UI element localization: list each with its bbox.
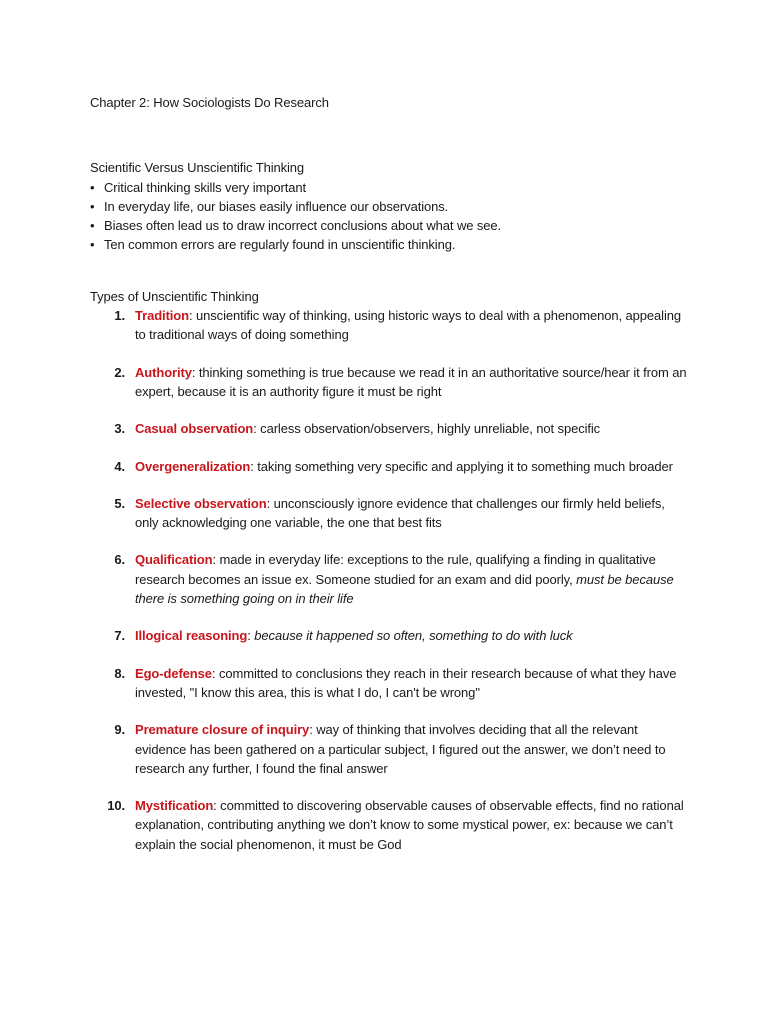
item-italic-text: must be because there is something going on in their life (135, 571, 674, 607)
list-item (90, 306, 690, 345)
item-description: carless observation/observers, highly unreliable, not specific (256, 421, 601, 437)
item-number: 10. (107, 798, 125, 814)
section-heading-unscientific-types: Types of Unscientific Thinking (90, 288, 259, 304)
bullet-text: Biases often lead us to draw incorrect conclusions about what we see. (104, 218, 502, 234)
item-number: 3. (114, 421, 125, 437)
item-colon: : (211, 665, 216, 681)
bullet-text: Critical thinking skills very important (104, 179, 306, 195)
item-number: 6. (114, 552, 125, 568)
item-number: 2. (114, 364, 125, 380)
list-item (90, 550, 690, 608)
item-description: unconsciously ignore evidence that challenges our firmly held beliefs, only acknowledging one variable, the one that best fits (135, 495, 665, 531)
bullet-item (90, 235, 690, 254)
list-item (90, 494, 690, 533)
item-colon: : (191, 364, 196, 380)
bullet-icon: • (90, 198, 95, 214)
item-term: Premature closure of inquiry (135, 722, 310, 738)
list-item (90, 626, 690, 645)
bullet-icon: • (90, 237, 95, 253)
item-term: Authority (135, 364, 192, 380)
item-number: 7. (114, 628, 125, 644)
bullet-icon: • (90, 218, 95, 234)
list-item (90, 419, 690, 438)
item-colon: : (212, 552, 216, 568)
list-item (90, 363, 690, 402)
list-item (90, 664, 690, 703)
list-item (90, 796, 690, 854)
list-item (90, 457, 690, 476)
item-colon: : (250, 458, 254, 474)
item-colon: : (213, 798, 217, 814)
document-page (90, 93, 690, 854)
item-term: Qualification (135, 552, 213, 568)
numbered-list (90, 306, 690, 854)
list-item (90, 720, 690, 778)
item-italic-text: because it happened so often, something to do with luck (254, 628, 573, 644)
bullet-text: In everyday life, our biases easily influence our observations. (104, 198, 449, 214)
bullet-item (90, 216, 690, 235)
item-term: Illogical reasoning (135, 628, 248, 644)
item-number: 8. (114, 665, 125, 681)
bullet-item (90, 178, 690, 197)
item-description: thinking something is true because we read it in an authoritative source/hear it from an expert, because it is an authority figure it must be right (135, 364, 687, 399)
item-number: 5. (114, 495, 125, 511)
bullet-list (90, 178, 690, 255)
item-description: committed to conclusions they reach in their research because of what they have invested, "I know this area, this is what I do, I can't be wrong" (135, 665, 677, 700)
chapter-title: Chapter 2: How Sociologists Do Research (90, 95, 329, 110)
item-term: Selective observation (135, 495, 267, 511)
item-colon: : (253, 421, 257, 437)
item-number: 4. (114, 458, 125, 474)
item-colon: : (309, 722, 313, 738)
item-term: Casual observation (135, 421, 254, 437)
item-colon: : (266, 495, 271, 511)
item-term: Tradition (135, 308, 189, 324)
item-description: unscientific way of thinking, using historic ways to deal with a phenomenon, appealing to traditional ways of doing something (135, 308, 681, 343)
item-description: way of thinking that involves deciding that all the relevant evidence has been gathered on a particular subject, I figured out the answer, we don’t need to research any further, I found the final answer (135, 722, 666, 776)
bullet-icon: • (90, 179, 95, 195)
item-term: Overgeneralization (135, 458, 251, 474)
bullet-text: Ten common errors are regularly found in unscientific thinking. (104, 237, 456, 253)
item-description: made in everyday life: exceptions to the rule, qualifying a finding in qualitative research becomes an issue ex. Someone studied for an exam and did poorly, (135, 552, 656, 587)
item-term: Ego-defense (135, 665, 212, 681)
item-description: committed to discovering observable causes of observable effects, find no rational explanation, contributing anything we don’t know to some mystical power, ex: because we can’t explain the social phenomenon, it must be God (135, 798, 684, 852)
item-term: Mystification (135, 798, 214, 814)
item-number: 1. (114, 308, 125, 324)
item-colon: : (247, 628, 251, 644)
bullet-item (90, 197, 690, 216)
item-number: 9. (114, 722, 125, 738)
item-description: taking something very specific and applying it to something much broader (253, 458, 673, 474)
item-colon: : (189, 308, 193, 324)
section-heading-scientific-thinking: Scientific Versus Unscientific Thinking (90, 160, 305, 176)
